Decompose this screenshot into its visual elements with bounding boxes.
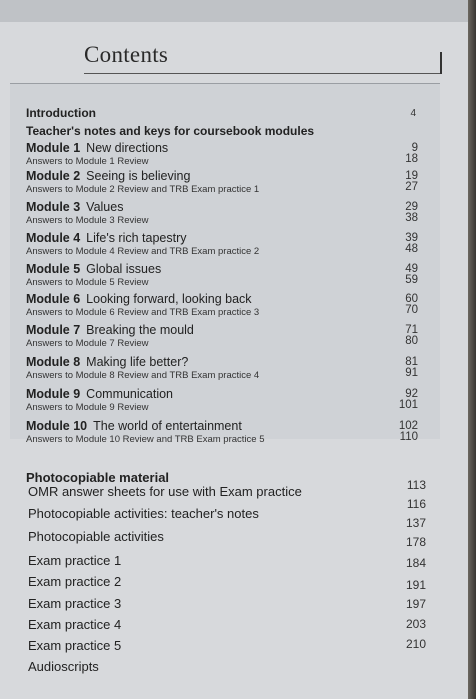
module-title-row — [26, 262, 161, 276]
module-label: Module 3 — [26, 200, 81, 214]
module-name: Values — [86, 200, 124, 214]
answers-page: 38 — [405, 212, 418, 224]
module-page: 29 — [405, 201, 418, 213]
module-name: Making life better? — [86, 355, 189, 369]
module-label: Module 9 — [26, 387, 81, 401]
answers-page: 101 — [398, 399, 418, 411]
module-label: Module 8 — [26, 355, 81, 369]
answers-page: 59 — [405, 274, 418, 286]
photocopiable-item: Photocopiable activities: teacher's notes — [28, 506, 259, 521]
module-answers-row: Answers to Module 3 Review — [26, 215, 149, 226]
photocopiable-item: Exam practice 5 — [28, 638, 122, 653]
photocopiable-page: 178 — [405, 535, 426, 549]
module-answers-row: Answers to Module 10 Review and TRB Exam practice 5 — [26, 434, 265, 445]
book-spine-edge — [468, 0, 476, 699]
module-title-row — [26, 387, 173, 401]
answers-page: 70 — [405, 304, 418, 316]
answers-page: 110 — [399, 431, 418, 443]
module-answers-row: Answers to Module 8 Review and TRB Exam practice 4 — [26, 370, 260, 381]
module-label: Module 10 — [26, 419, 88, 433]
page-title: Contents — [84, 42, 169, 67]
module-name: New directions — [86, 141, 169, 155]
title-rule — [84, 73, 440, 74]
photocopiable-item: Exam practice 2 — [28, 574, 122, 589]
module-name: The world of entertainment — [93, 419, 242, 433]
module-answers-row: Answers to Module 6 Review and TRB Exam practice 3 — [26, 307, 260, 318]
module-answers-row: Answers to Module 1 Review — [26, 156, 149, 167]
introduction-label: Introduction — [26, 106, 96, 120]
photocopiable-item: Exam practice 3 — [28, 596, 122, 611]
module-answers-row: Answers to Module 4 Review and TRB Exam practice 2 — [26, 246, 260, 257]
module-page: 19 — [405, 170, 418, 182]
module-title-row — [26, 419, 242, 433]
module-title-row — [26, 169, 190, 183]
module-page: 92 — [405, 388, 418, 400]
teachers-notes-heading: Teacher's notes and keys for coursebook modules — [26, 124, 315, 138]
module-name: Communication — [86, 387, 174, 401]
module-page: 9 — [411, 142, 418, 154]
answers-page: 80 — [405, 335, 418, 347]
module-title-row — [26, 292, 252, 306]
module-page: 60 — [405, 293, 418, 305]
module-answers-row: Answers to Module 5 Review — [26, 277, 149, 288]
photocopiable-page: 113 — [406, 478, 426, 492]
answers-page: 91 — [405, 367, 418, 379]
photocopiable-item: OMR answer sheets for use with Exam practice — [28, 484, 302, 499]
photocopiable-page: 210 — [405, 637, 426, 651]
photocopiable-heading: Photocopiable material — [26, 470, 170, 485]
answers-page: 27 — [405, 181, 418, 193]
module-label: Module 1 — [26, 141, 81, 155]
module-answers-row: Answers to Module 2 Review and TRB Exam practice 1 — [26, 184, 260, 195]
photocopiable-page: 203 — [405, 617, 426, 631]
module-page: 39 — [405, 232, 418, 244]
photocopiable-item: Exam practice 4 — [28, 617, 122, 632]
module-name: Looking forward, looking back — [86, 292, 252, 306]
photocopiable-page: 116 — [406, 497, 426, 511]
photocopiable-page: 197 — [405, 597, 426, 611]
module-answers-row: Answers to Module 7 Review — [26, 338, 149, 349]
module-title-row — [26, 231, 187, 245]
module-answers-row: Answers to Module 9 Review — [26, 402, 149, 413]
module-page: 49 — [405, 263, 418, 275]
module-name: Global issues — [86, 262, 162, 276]
module-title-row — [26, 200, 123, 214]
photocopiable-item: Audioscripts — [28, 659, 99, 674]
module-page: 102 — [398, 420, 418, 432]
module-name: Life's rich tapestry — [86, 231, 187, 245]
title-tick — [440, 52, 442, 74]
photocopiable-page: 137 — [405, 516, 426, 530]
answers-page: 48 — [405, 243, 418, 255]
page-header-band — [0, 0, 468, 22]
module-label: Module 6 — [26, 292, 81, 306]
photocopiable-page: 184 — [405, 556, 426, 570]
module-title-row — [26, 141, 168, 155]
module-label: Module 4 — [26, 231, 81, 245]
photocopiable-item: Exam practice 1 — [28, 553, 122, 568]
module-label: Module 5 — [26, 262, 81, 276]
module-title-row — [26, 355, 188, 369]
module-page: 71 — [405, 324, 418, 336]
answers-page: 18 — [405, 153, 418, 165]
module-page: 81 — [405, 356, 418, 368]
photocopiable-item: Photocopiable activities — [28, 529, 164, 544]
module-name: Seeing is believing — [86, 169, 191, 183]
module-name: Breaking the mould — [86, 323, 194, 337]
module-label: Module 2 — [26, 169, 81, 183]
introduction-page: 4 — [410, 108, 416, 119]
module-label: Module 7 — [26, 323, 81, 337]
module-title-row — [26, 323, 194, 337]
photocopiable-page: 191 — [405, 578, 426, 592]
